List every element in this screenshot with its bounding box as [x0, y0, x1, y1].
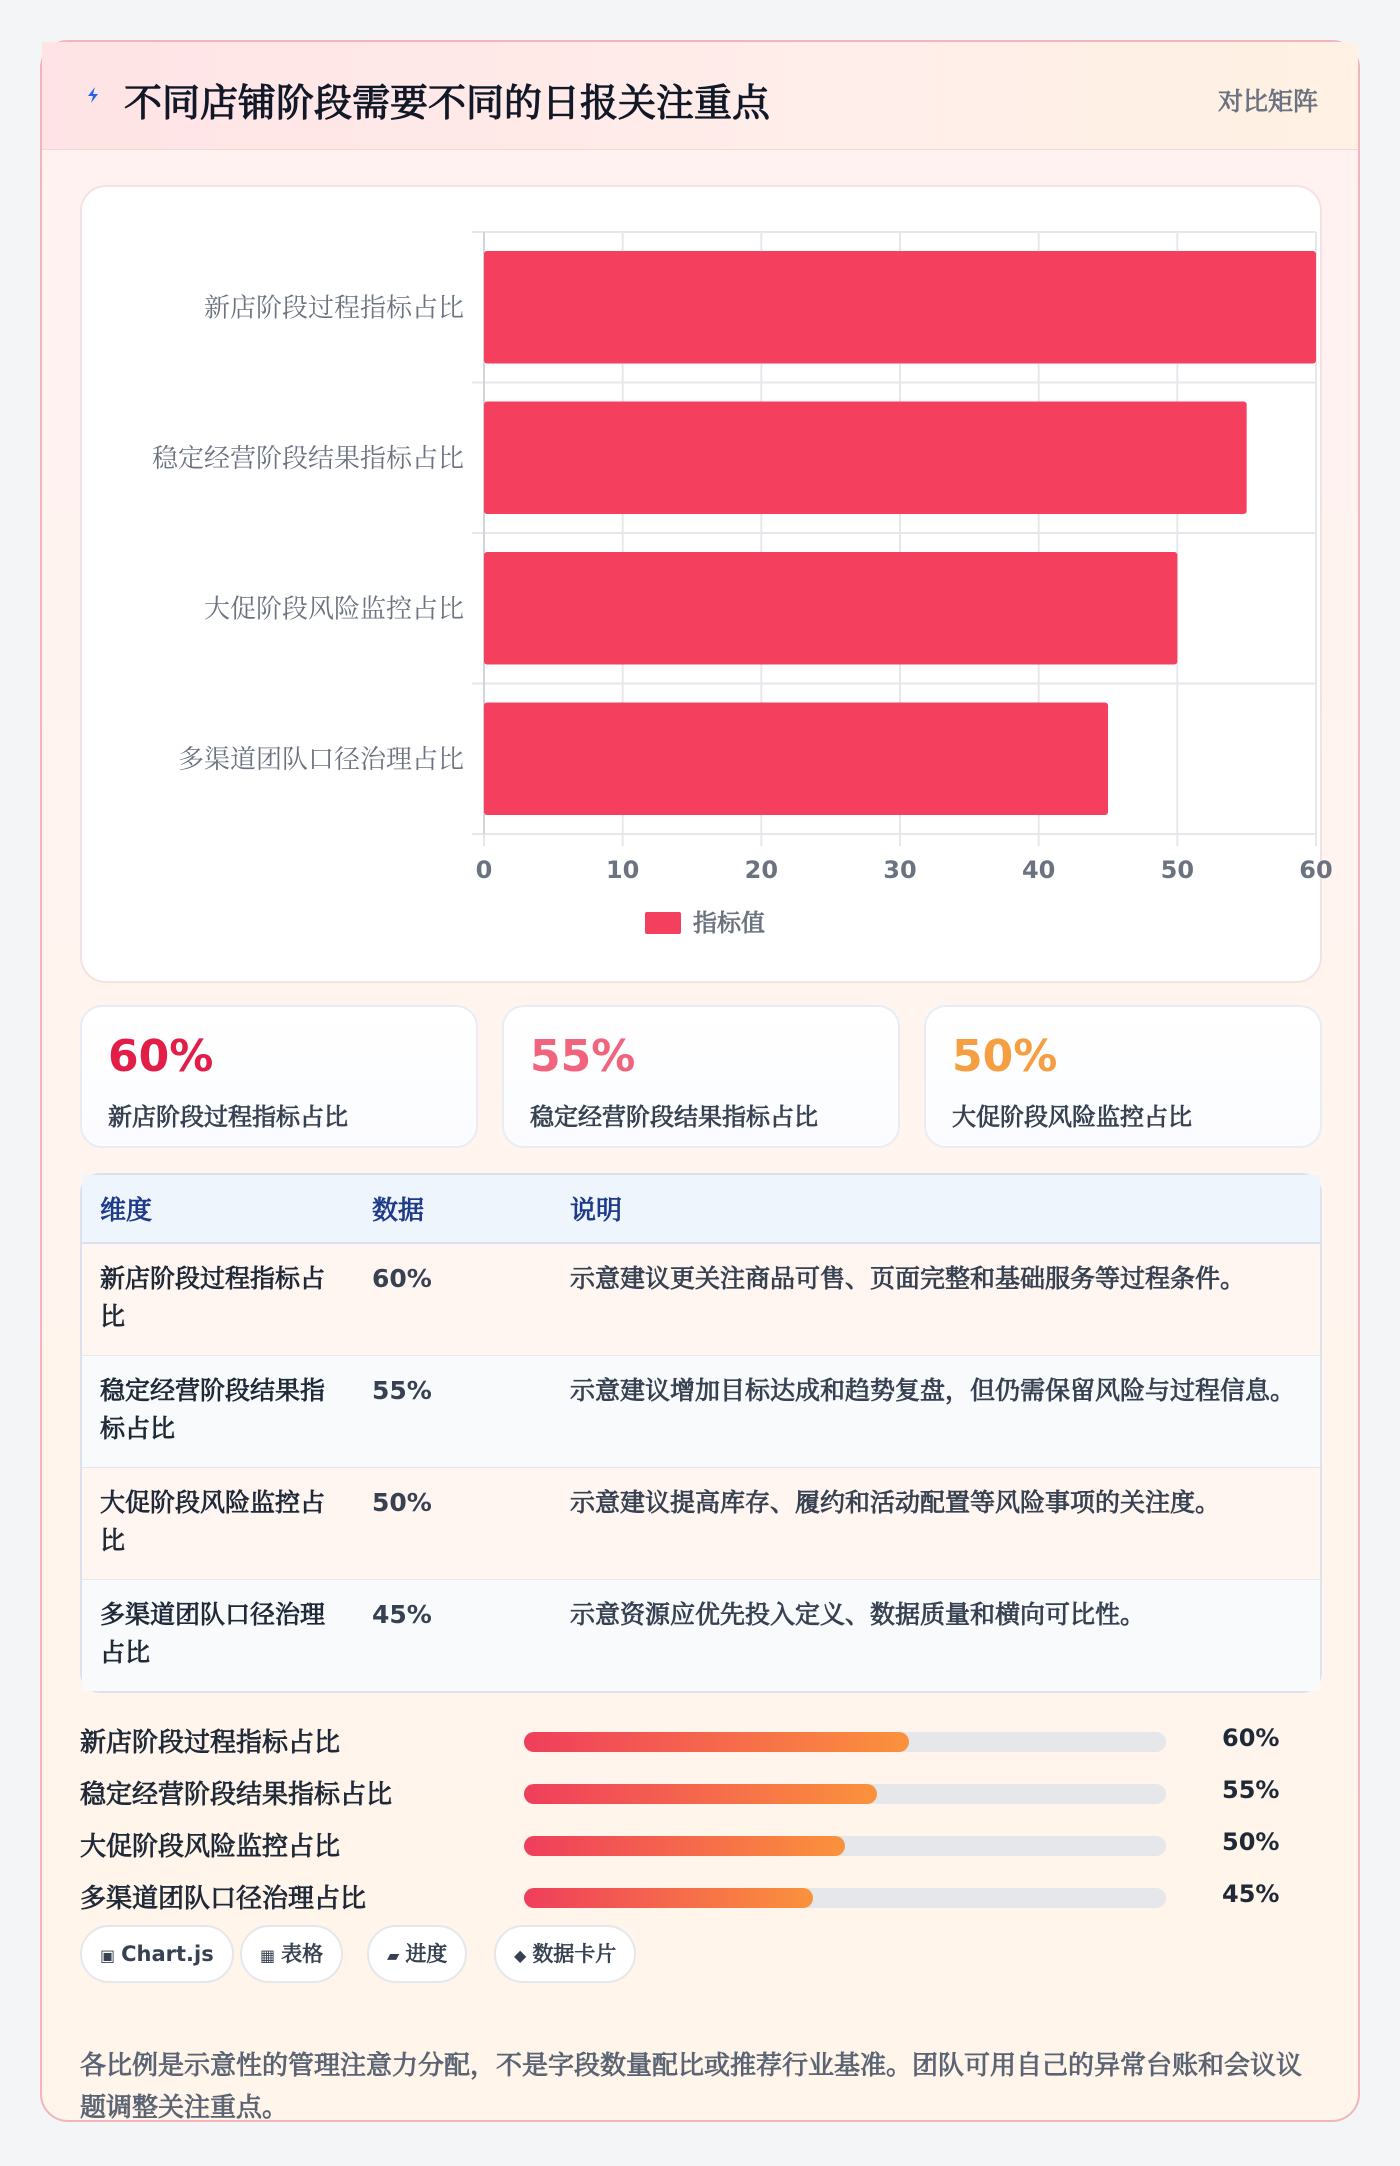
bar [484, 552, 1177, 665]
stat-label: 新店阶段过程指标占比 [108, 1103, 348, 1131]
progress-row [80, 1716, 1322, 1768]
table-cell-value: 55% [354, 1355, 552, 1467]
pill-data-card[interactable] [494, 1925, 636, 1983]
stat-card [80, 1005, 478, 1148]
pill-progress[interactable] [367, 1925, 467, 1983]
progress-value: 55% [1222, 1776, 1280, 1804]
progress-fill [524, 1784, 877, 1804]
table-row [82, 1243, 1320, 1355]
table-cell-value: 50% [354, 1467, 552, 1579]
table-icon: ▦ [260, 1946, 276, 1965]
category-label: 多渠道团队口径治理占比 [177, 744, 464, 775]
table-row [82, 1467, 1320, 1579]
stat-label: 大促阶段风险监控占比 [952, 1103, 1192, 1131]
progress-row [80, 1872, 1322, 1924]
legend-swatch [645, 912, 681, 934]
pill-label: 表格 [281, 1942, 324, 1966]
card-header [42, 42, 1358, 150]
progress-fill [524, 1836, 845, 1856]
bar [484, 703, 1108, 816]
pill-chartjs[interactable] [80, 1925, 234, 1983]
table-cell-dimension: 稳定经营阶段结果指标占比 [82, 1355, 354, 1467]
diamond-icon: ◆ [514, 1946, 527, 1965]
bar [484, 402, 1247, 515]
pill-label: 进度 [405, 1942, 448, 1966]
pill-label: 数据卡片 [532, 1942, 617, 1966]
stat-value: 50% [952, 1031, 1058, 1082]
table-header-dimension: 维度 [82, 1175, 354, 1243]
table-cell-dimension: 新店阶段过程指标占比 [82, 1243, 354, 1355]
progress-track [524, 1836, 1166, 1856]
data-table [80, 1173, 1322, 1693]
progress-label: 新店阶段过程指标占比 [80, 1728, 341, 1758]
progress-track [524, 1784, 1166, 1804]
x-tick-label: 20 [744, 856, 779, 884]
pill-label: Chart.js [121, 1942, 214, 1966]
progress-label: 稳定经营阶段结果指标占比 [80, 1780, 393, 1810]
progress-label: 多渠道团队口径治理占比 [80, 1884, 367, 1914]
bar [484, 251, 1316, 364]
table-cell-note: 示意资源应优先投入定义、数据质量和横向可比性。 [552, 1579, 1320, 1691]
table-cell-dimension: 多渠道团队口径治理占比 [82, 1579, 354, 1691]
table-row [82, 1579, 1320, 1691]
progress-list [80, 1716, 1322, 1924]
progress-fill [524, 1888, 813, 1908]
progress-fill [524, 1732, 909, 1752]
progress-track [524, 1888, 1166, 1908]
progress-row [80, 1820, 1322, 1872]
comparison-card [40, 40, 1360, 2122]
stat-value: 55% [530, 1031, 636, 1082]
x-tick-label: 30 [883, 856, 917, 884]
progress-row [80, 1768, 1322, 1820]
category-label: 稳定经营阶段结果指标占比 [151, 443, 464, 474]
category-label: 新店阶段过程指标占比 [203, 293, 464, 324]
table-cell-value: 60% [354, 1243, 552, 1355]
x-tick-label: 60 [1299, 856, 1333, 884]
pill-table[interactable] [240, 1925, 343, 1983]
table-cell-value: 45% [354, 1579, 552, 1691]
bar-chart [80, 185, 1333, 983]
table-cell-note: 示意建议增加目标达成和趋势复盘，但仍需保留风险与过程信息。 [552, 1355, 1320, 1467]
bolt-icon [82, 84, 104, 106]
stat-card [502, 1005, 900, 1148]
header-tag: 对比矩阵 [1217, 87, 1318, 116]
table-cell-note: 示意建议提高库存、履约和活动配置等风险事项的关注度。 [552, 1467, 1320, 1579]
table-cell-note: 示意建议更关注商品可售、页面完整和基础服务等过程条件。 [552, 1243, 1320, 1355]
x-tick-label: 10 [605, 856, 640, 884]
stat-label: 稳定经营阶段结果指标占比 [530, 1103, 818, 1131]
progress-value: 50% [1222, 1828, 1280, 1856]
footnote: 各比例是示意性的管理注意力分配，不是字段数量配比或推荐行业基准。团队可用自己的异常台账和会议议题调整关注重点。 [80, 2051, 1303, 2123]
category-label: 大促阶段风险监控占比 [203, 594, 464, 625]
page-title: 不同店铺阶段需要不同的日报关注重点 [124, 81, 771, 125]
progress-label: 大促阶段风险监控占比 [80, 1832, 341, 1862]
stat-value: 60% [108, 1031, 214, 1082]
chart-icon: ▣ [100, 1946, 116, 1965]
table-cell-dimension: 大促阶段风险监控占比 [82, 1467, 354, 1579]
table-header-note: 说明 [552, 1175, 1320, 1243]
progress-value: 45% [1222, 1880, 1280, 1908]
table-row [82, 1355, 1320, 1467]
progress-value: 60% [1222, 1724, 1280, 1752]
table-header-value: 数据 [354, 1175, 552, 1243]
bar-chart-svg [82, 187, 1333, 985]
x-tick-label: 50 [1160, 856, 1195, 884]
x-tick-label: 0 [475, 856, 493, 884]
stat-card [924, 1005, 1322, 1148]
progress-icon: ▰ [387, 1946, 400, 1965]
progress-track [524, 1732, 1166, 1752]
x-tick-label: 40 [1021, 856, 1056, 884]
legend-label: 指标值 [693, 909, 765, 937]
